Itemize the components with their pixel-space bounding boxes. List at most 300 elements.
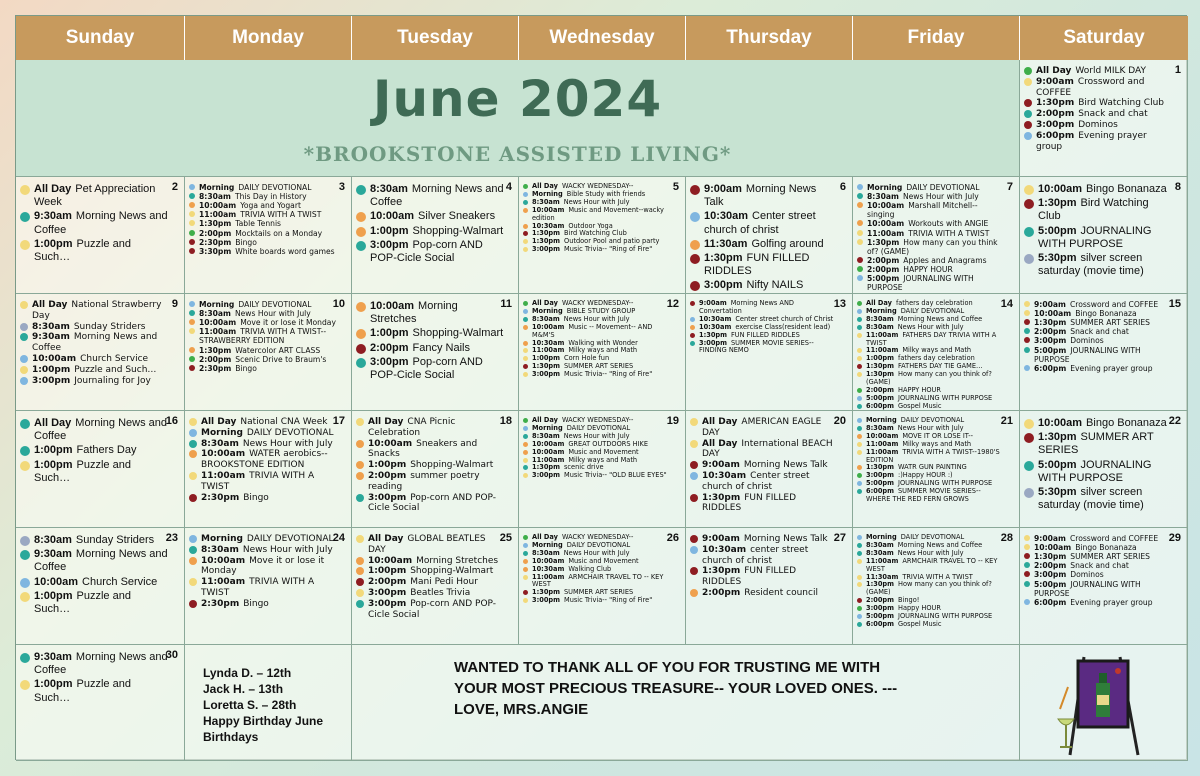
event-item — [356, 566, 504, 577]
event-item — [356, 471, 504, 493]
event-time: 2:00pm — [199, 228, 232, 238]
event-time: Morning — [867, 183, 903, 192]
event-item — [20, 183, 170, 209]
event-text — [532, 597, 652, 605]
event-text — [702, 566, 838, 588]
event-description: DAILY DEVOTIONAL — [246, 427, 334, 438]
event-time: 8:30am — [201, 544, 239, 555]
event-text — [199, 346, 320, 355]
event-color-dot — [690, 185, 700, 195]
event-text — [1034, 336, 1104, 345]
event-time: 2:00pm — [866, 596, 894, 605]
event-time: 5:00pm — [866, 393, 894, 402]
event-description: WACKY WEDNESDAY-- — [561, 182, 634, 190]
birthday-line: Jack H. – 13th — [203, 682, 284, 696]
event-text — [867, 201, 1005, 219]
event-color-dot — [356, 358, 366, 368]
event-time: 11:00am — [201, 470, 246, 481]
event-color-dot — [1024, 571, 1030, 577]
event-time: 10:30am — [704, 210, 749, 223]
event-color-dot — [857, 575, 862, 580]
event-item — [189, 534, 337, 545]
event-text — [199, 183, 311, 192]
event-description: center street church of christ — [702, 544, 809, 566]
event-text — [866, 621, 942, 629]
event-text — [532, 246, 652, 254]
event-list — [189, 300, 347, 373]
event-time: 3:00pm — [704, 279, 743, 292]
event-color-dot — [189, 440, 197, 448]
event-item — [857, 238, 1005, 256]
event-color-dot — [20, 323, 28, 331]
event-color-dot — [1024, 553, 1030, 559]
day-cell — [16, 528, 185, 645]
event-text — [866, 449, 1005, 465]
calendar-grid — [15, 15, 1187, 760]
event-description: SUMMER ART SERIES — [1070, 552, 1150, 562]
event-item — [1024, 543, 1173, 552]
day-cell — [16, 294, 185, 411]
event-color-dot — [523, 325, 528, 330]
event-time: All Day — [702, 438, 738, 449]
event-list — [20, 534, 180, 616]
event-color-dot — [356, 600, 364, 608]
event-color-dot — [189, 365, 195, 371]
event-time: 10:00am — [32, 353, 77, 364]
event-color-dot — [189, 310, 195, 316]
event-description: FUN FILLED RIDDLES — [702, 566, 797, 588]
day-number: 18 — [499, 415, 512, 427]
day-cell — [853, 411, 1020, 528]
event-text — [867, 265, 953, 274]
event-text — [702, 534, 828, 545]
event-color-dot — [857, 257, 863, 263]
day-cell — [1020, 528, 1188, 645]
event-color-dot — [1024, 319, 1030, 325]
event-time: 10:00am — [867, 201, 905, 211]
event-description: DAILY DEVOTIONAL — [900, 306, 965, 315]
event-time: 2:00pm — [370, 341, 409, 354]
event-item — [189, 493, 337, 504]
event-time: 1:00pm — [34, 458, 73, 471]
day-number: 19 — [666, 415, 679, 427]
event-color-dot — [1024, 544, 1030, 550]
event-item — [1024, 197, 1173, 223]
event-description: DAILY DEVOTIONAL — [238, 300, 312, 309]
event-time: All Day — [532, 416, 558, 424]
day-cell — [185, 528, 352, 645]
event-item — [690, 300, 838, 316]
event-color-dot — [690, 317, 695, 322]
event-item — [690, 545, 838, 567]
event-description: Fancy Nails — [412, 341, 470, 354]
event-time: 1:30pm — [702, 566, 741, 577]
event-text — [368, 471, 504, 493]
event-text — [1038, 486, 1173, 512]
event-time: All Day — [532, 299, 558, 307]
event-item — [857, 581, 1005, 597]
event-color-dot — [690, 472, 698, 480]
event-text — [201, 428, 334, 439]
event-time: 2:30pm — [199, 237, 232, 247]
event-color-dot — [189, 202, 195, 208]
event-text — [199, 201, 301, 210]
event-description: SUMMER ART SERIES — [1070, 318, 1150, 328]
event-text — [867, 183, 979, 192]
event-time: 1:30pm — [1038, 197, 1077, 210]
event-description: Bible Study with friends — [566, 189, 646, 198]
event-list — [20, 183, 180, 264]
event-time: 8:30am — [34, 534, 72, 546]
event-text — [866, 371, 1005, 387]
event-color-dot — [523, 208, 528, 213]
event-item — [20, 590, 170, 616]
day-header-friday: Friday — [853, 16, 1020, 60]
event-text — [370, 225, 503, 238]
event-color-dot — [523, 341, 528, 346]
event-item — [523, 324, 671, 340]
event-item — [189, 449, 337, 471]
event-time: 5:30pm — [1038, 251, 1077, 264]
event-item — [20, 300, 170, 322]
event-color-dot — [690, 254, 700, 264]
event-time: 10:00am — [201, 555, 246, 566]
event-color-dot — [857, 333, 862, 338]
event-color-dot — [523, 364, 528, 369]
event-description: Bingo — [235, 363, 257, 373]
event-text — [199, 355, 326, 364]
event-item — [857, 558, 1005, 574]
event-description: News Hour with July — [242, 544, 333, 555]
event-time: 6:00pm — [1036, 130, 1075, 141]
event-description: Music and Movement — [568, 556, 639, 565]
event-description: Center street church of christ — [702, 470, 810, 492]
birthday-line: Happy Birthday June Birthdays — [203, 714, 324, 744]
event-color-dot — [857, 559, 862, 564]
event-item — [690, 471, 838, 493]
event-list — [857, 417, 1015, 504]
day-cell — [1020, 411, 1188, 528]
event-description: TRIVIA WITH A TWIST — [240, 210, 322, 220]
event-description: scenic drive — [564, 463, 604, 472]
event-color-dot — [523, 418, 528, 423]
day-header-monday: Monday — [185, 16, 352, 60]
event-time: Morning — [866, 533, 897, 541]
event-text — [32, 300, 170, 322]
event-time: 3:00pm — [1036, 119, 1075, 130]
event-description: National Strawberry Day — [32, 300, 162, 321]
event-time: 1:30pm — [866, 580, 894, 589]
event-time: 2:00pm — [1034, 327, 1067, 337]
event-color-dot — [20, 578, 30, 588]
event-time: 2:00pm — [866, 385, 894, 394]
event-description: Morning News Talk — [704, 183, 817, 209]
event-description: Silver Sneakers — [418, 210, 496, 223]
event-description: International BEACH DAY — [702, 438, 833, 460]
event-description: This Day in History — [234, 192, 307, 202]
event-item — [1024, 570, 1173, 579]
event-item — [690, 183, 838, 209]
event-color-dot — [356, 329, 366, 339]
event-list — [523, 417, 681, 480]
event-item — [356, 439, 504, 461]
event-description: silver screen saturday (movie time) — [1038, 485, 1144, 512]
event-text — [1034, 534, 1158, 543]
event-item — [690, 340, 838, 356]
event-text — [1034, 552, 1150, 561]
event-time: Morning — [532, 423, 563, 432]
event-text — [32, 354, 148, 365]
event-color-dot — [857, 465, 862, 470]
event-time: 10:30am — [532, 564, 565, 573]
event-description: Crossword and COFFEE — [1069, 534, 1159, 543]
event-description: Move it or lose it Monday — [240, 318, 336, 328]
event-item — [356, 239, 504, 265]
event-item — [356, 588, 504, 599]
event-color-dot — [189, 600, 197, 608]
event-time: Morning — [866, 416, 897, 424]
event-time: 10:00am — [1034, 309, 1072, 319]
event-color-dot — [189, 535, 197, 543]
event-time: 1:30pm — [532, 237, 560, 246]
event-item — [189, 577, 337, 599]
event-item — [1024, 77, 1173, 99]
event-text — [1034, 580, 1173, 598]
event-text — [867, 229, 989, 238]
event-time: All Day — [532, 533, 558, 541]
event-item — [1024, 66, 1173, 77]
event-item — [189, 300, 337, 309]
event-description: Golfing around — [751, 237, 824, 250]
birthday-line: Loretta S. – 28th — [203, 698, 297, 712]
event-time: 1:30pm — [699, 330, 727, 339]
event-time: 10:00am — [867, 219, 905, 229]
event-color-dot — [690, 461, 698, 469]
event-text — [368, 493, 504, 515]
event-description: Mani Pedi Hour — [410, 577, 478, 588]
event-color-dot — [857, 309, 862, 314]
event-item — [1024, 225, 1173, 251]
event-color-dot — [1024, 488, 1034, 498]
event-color-dot — [857, 266, 863, 272]
event-color-dot — [189, 230, 195, 236]
event-color-dot — [690, 494, 698, 502]
event-list — [857, 183, 1015, 292]
event-text — [32, 365, 156, 376]
event-description: News Hour with July — [897, 423, 964, 432]
event-color-dot — [857, 230, 863, 236]
day-cell — [1020, 294, 1188, 411]
event-item — [20, 238, 170, 264]
day-cell — [16, 177, 185, 294]
event-time: 8:30am — [866, 314, 894, 323]
day-number: 30 — [165, 649, 178, 661]
event-time: 10:30am — [702, 470, 747, 481]
event-time: 8:30am — [866, 548, 894, 557]
event-item — [189, 439, 337, 450]
event-description: SUMMER ART SERIES — [1038, 431, 1154, 457]
event-description: World MILK DAY — [1075, 66, 1146, 76]
event-color-dot — [189, 347, 195, 353]
event-time: 10:30am — [699, 314, 732, 323]
event-list — [690, 417, 848, 514]
day-cell — [853, 177, 1020, 294]
event-item — [189, 318, 337, 327]
event-description: Bingo Bonanaza — [1086, 183, 1167, 195]
event-item — [20, 322, 170, 333]
event-item — [356, 342, 504, 355]
day-number: 20 — [833, 415, 846, 427]
event-text — [368, 534, 504, 556]
event-item — [1024, 98, 1173, 109]
event-text — [368, 460, 493, 471]
day-cell — [519, 411, 686, 528]
event-item — [857, 449, 1005, 465]
event-description: Outdoor Pool and patio party — [564, 237, 660, 246]
event-description: Marshall Mitchell--singing — [867, 201, 978, 220]
event-description: Journaling for Joy — [74, 375, 151, 386]
event-time: 10:00am — [532, 205, 565, 214]
event-text — [32, 322, 145, 333]
event-time: 8:30am — [199, 192, 231, 202]
event-time: 10:00am — [1038, 183, 1083, 195]
event-time: 6:00pm — [866, 487, 894, 496]
facility-subtitle: *BROOKSTONE ASSISTED LIVING* — [303, 142, 732, 166]
event-text — [1036, 77, 1173, 99]
event-description: Morning News and Coffee — [370, 183, 504, 209]
day-number: 10 — [332, 298, 345, 310]
event-color-dot — [523, 567, 528, 572]
event-description: Bingo — [235, 237, 257, 247]
event-description: Church Service — [80, 353, 149, 364]
day-header-saturday: Saturday — [1020, 16, 1188, 60]
event-item — [1024, 252, 1173, 278]
event-color-dot — [690, 546, 698, 554]
event-color-dot — [189, 301, 195, 307]
event-item — [356, 300, 504, 326]
event-time: 10:00am — [532, 322, 565, 331]
event-list — [356, 183, 514, 265]
event-color-dot — [857, 614, 862, 619]
event-time: 1:00pm — [34, 444, 73, 457]
event-color-dot — [189, 418, 197, 426]
day-cell — [686, 177, 853, 294]
event-text — [699, 340, 838, 356]
event-time: 5:00pm — [867, 274, 900, 284]
event-color-dot — [523, 224, 528, 229]
event-description: Puzzle and Such… — [34, 589, 131, 615]
event-text — [199, 327, 337, 345]
month-title: June 2024 — [372, 70, 663, 128]
event-text — [199, 364, 257, 373]
event-text — [201, 493, 269, 504]
event-description: GREAT OUTDOORS HIKE — [568, 439, 649, 448]
day-cell — [686, 528, 853, 645]
event-time: 11:00am — [866, 556, 899, 565]
event-time: 9:30am — [34, 210, 72, 223]
event-color-dot — [857, 184, 863, 190]
event-color-dot — [1024, 461, 1034, 471]
event-time: 3:00pm — [370, 238, 409, 251]
event-item — [189, 417, 337, 428]
event-color-dot — [356, 494, 364, 502]
event-description: Morning News and Coffee — [34, 548, 168, 574]
event-text — [867, 219, 988, 228]
day-cell — [352, 177, 519, 294]
event-time: 11:30am — [704, 237, 748, 250]
event-item — [1024, 598, 1173, 607]
event-color-dot — [690, 333, 695, 338]
event-item — [857, 183, 1005, 192]
event-text — [1038, 197, 1173, 223]
event-description: FUN FILLED RIDDLES — [704, 251, 810, 278]
event-list — [1024, 66, 1183, 152]
event-color-dot — [857, 473, 862, 478]
event-color-dot — [857, 364, 862, 369]
event-description: Music Trivia-- "Ring of Fire" — [564, 370, 653, 379]
event-item — [356, 183, 504, 209]
event-color-dot — [857, 404, 862, 409]
event-color-dot — [690, 301, 695, 306]
day-number: 4 — [505, 181, 512, 193]
event-time: Morning — [199, 183, 235, 192]
event-color-dot — [857, 598, 862, 603]
event-color-dot — [523, 356, 528, 361]
birthday-line: Lynda D. – 12th — [203, 666, 292, 680]
event-description: Resident council — [744, 587, 818, 598]
event-time: 1:00pm — [370, 327, 409, 340]
event-description: Morning News Talk — [743, 460, 828, 471]
event-color-dot — [1024, 328, 1030, 334]
event-text — [201, 449, 337, 471]
event-text — [199, 229, 322, 238]
event-item — [20, 548, 170, 574]
event-text — [702, 493, 838, 515]
event-description: Sunday Striders — [75, 534, 155, 546]
event-time: All Day — [368, 417, 404, 427]
event-time: 8:30am — [532, 197, 560, 206]
event-time: Morning — [866, 306, 897, 315]
event-description: Snack and chat — [1070, 561, 1129, 571]
event-item — [857, 192, 1005, 201]
event-text — [34, 534, 154, 547]
day-cell — [1020, 60, 1188, 177]
event-item — [20, 376, 170, 387]
event-item — [690, 252, 838, 278]
event-color-dot — [523, 551, 528, 556]
event-text — [201, 599, 269, 610]
event-item — [857, 219, 1005, 228]
event-color-dot — [1024, 227, 1034, 237]
event-color-dot — [857, 301, 862, 306]
event-time: 10:00am — [1038, 417, 1083, 429]
event-list — [1024, 300, 1183, 373]
event-time: 10:30am — [702, 544, 747, 555]
event-color-dot — [356, 302, 366, 312]
event-item — [189, 545, 337, 556]
event-time: 9:00am — [699, 299, 727, 307]
event-color-dot — [690, 567, 698, 575]
event-time: All Day — [201, 417, 237, 427]
event-item — [857, 201, 1005, 219]
event-color-dot — [1024, 199, 1034, 209]
event-time: 1:30pm — [704, 251, 743, 264]
event-color-dot — [1024, 365, 1030, 371]
event-description: News Hour with July — [563, 548, 630, 557]
day-cell — [16, 411, 185, 528]
event-color-dot — [189, 578, 197, 586]
event-item — [1024, 309, 1173, 318]
